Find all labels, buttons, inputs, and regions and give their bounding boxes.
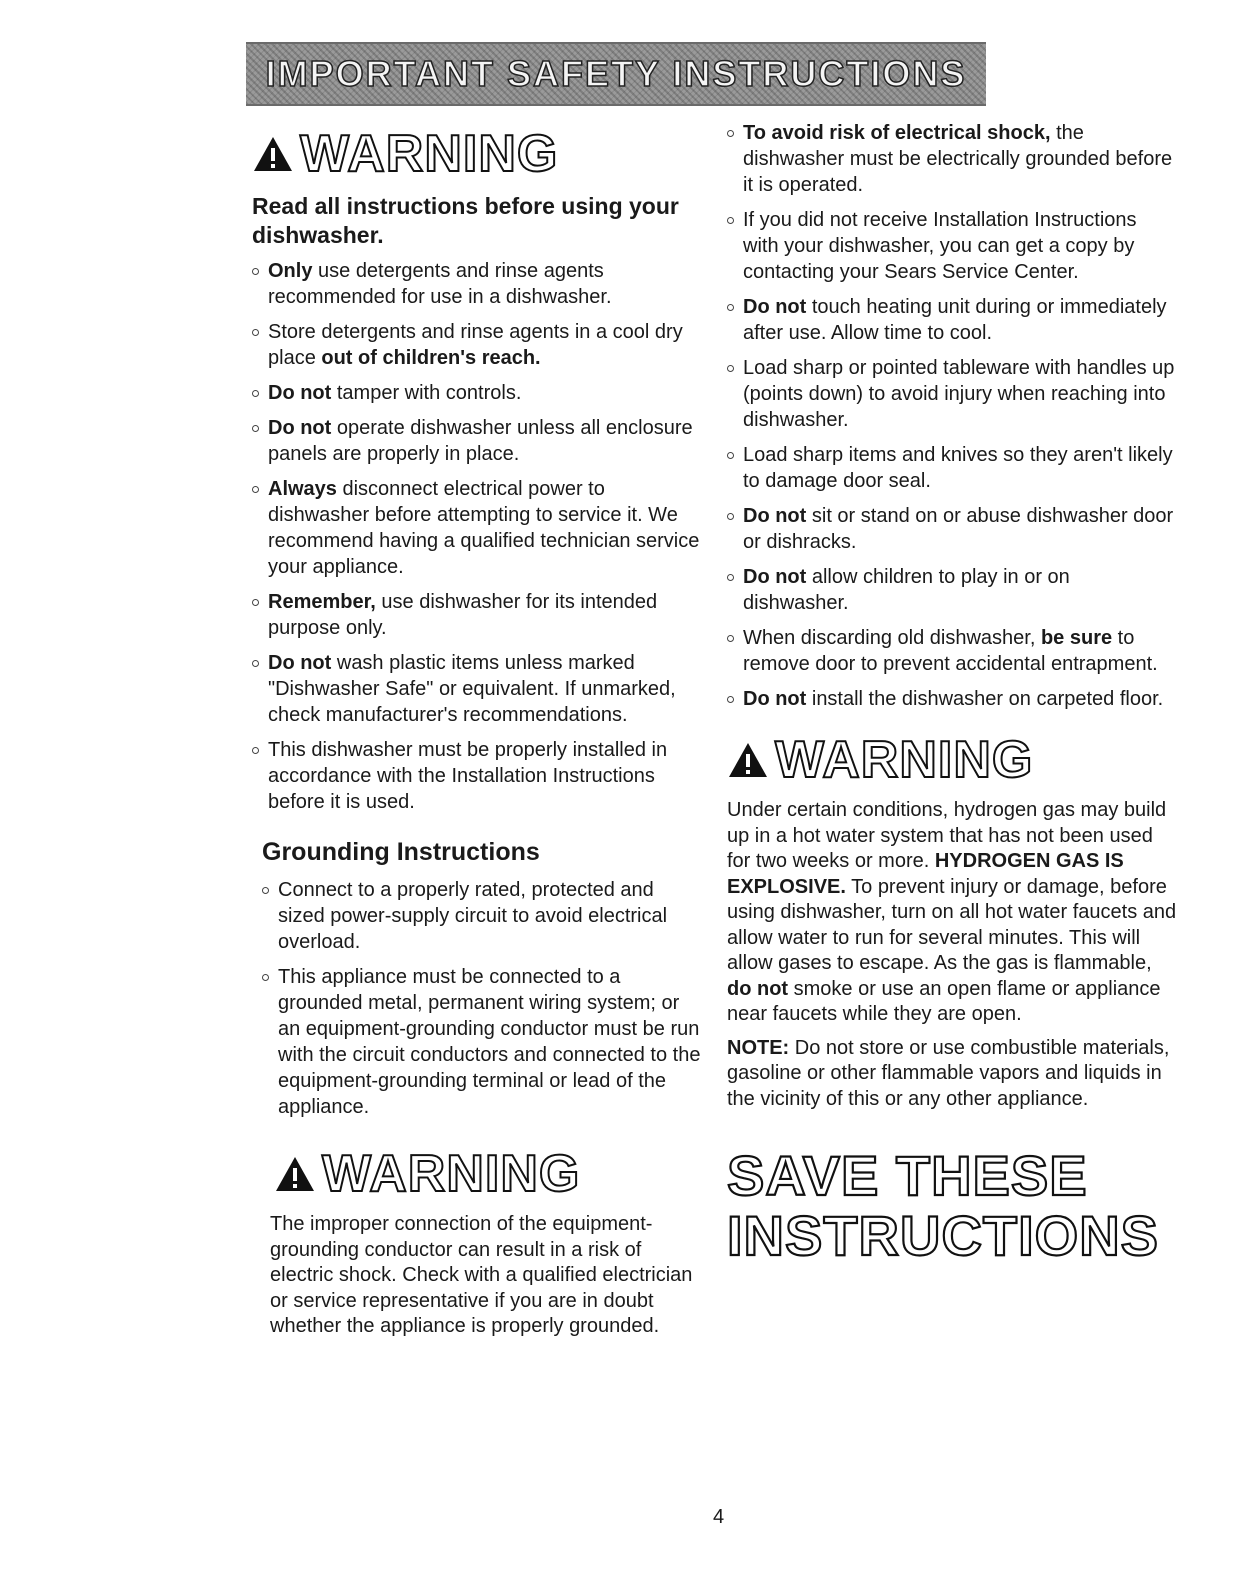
warning-triangle-icon (252, 135, 294, 173)
list-item: Do not tamper with controls. (252, 380, 702, 406)
list-item: Do not install the dishwasher on carpeted floor. (727, 686, 1177, 712)
right-column (727, 120, 1177, 1266)
warning-heading-3 (727, 731, 1177, 789)
save-line-1: SAVE THESE (727, 1144, 1088, 1207)
list-item: Do not allow children to play in or on dishwasher. (727, 564, 1177, 616)
hydrogen-warning-text: Under certain conditions, hydrogen gas may build up in a hot water system that has not been used for two weeks or more. HYDROGEN GAS IS EXPLOSIVE. To prevent injury or damage, before using dishwasher, turn on all hot water faucets and allow water to run for several minutes. This will allow gases to escape. As the gas is flammable, do not smoke or use an open flame or appliance near faucets while they are open. (727, 799, 1177, 1025)
read-instructions-heading: Read all instructions before using your dishwasher. (252, 193, 679, 248)
banner-title: IMPORTANT SAFETY INSTRUCTIONS (265, 53, 967, 94)
safety-list-right (727, 120, 1177, 712)
note-text: NOTE: Do not store or use combustible materials, gasoline or other flammable vapors and liquids in the vicinity of this or any other appliance. (727, 1036, 1170, 1110)
list-item: If you did not receive Installation Instructions with your dishwasher, you can get a copy by contacting your Sears Service Center. (727, 207, 1177, 285)
warning-triangle-icon (274, 1155, 316, 1193)
list-item: Do not operate dishwasher unless all enclosure panels are properly in place. (252, 415, 702, 467)
list-item: Only use detergents and rinse agents recommended for use in a dishwasher. (252, 258, 702, 310)
warning-label: WARNING (322, 1145, 581, 1203)
list-item: Do not wash plastic items unless marked "Dishwasher Safe" or equivalent. If unmarked, check manufacturer's recommendations. (252, 650, 702, 728)
list-item: Load sharp or pointed tableware with handles up (points down) to avoid injury when reaching into dishwasher. (727, 355, 1177, 433)
warning-label: WARNING (775, 731, 1034, 789)
list-item: Do not sit or stand on or abuse dishwasher door or dishracks. (727, 503, 1177, 555)
list-item: Always disconnect electrical power to dishwasher before attempting to service it. We recommend having a qualified technician service your appliance. (252, 476, 702, 580)
grounding-list (262, 877, 702, 1120)
safety-list-left (252, 258, 702, 815)
grounding-heading: Grounding Instructions (262, 838, 540, 866)
list-item: To avoid risk of electrical shock, the dishwasher must be electrically grounded before it is operated. (727, 120, 1177, 198)
page-number: 4 (713, 1506, 725, 1528)
list-item: When discarding old dishwasher, be sure to remove door to prevent accidental entrapment. (727, 625, 1177, 677)
list-item: This dishwasher must be properly installed in accordance with the Installation Instructions before it is used. (252, 737, 702, 815)
left-column (252, 125, 702, 1348)
warning-heading-2 (274, 1145, 702, 1203)
save-instructions-heading (727, 1146, 1177, 1266)
list-item: Store detergents and rinse agents in a cool dry place out of children's reach. (252, 319, 702, 371)
grounding-warning-text: The improper connection of the equipment-grounding conductor can result in a risk of electric shock. Check with a qualified electrician or service representative if you are in doubt whether the appliance is properly grounded. (270, 1213, 693, 1337)
list-item: This appliance must be connected to a grounded metal, permanent wiring system; or an equipment-grounding conductor must be run with the circuit conductors and connected to the equipment-grounding terminal or lead of the appliance. (262, 964, 702, 1120)
save-line-2: INSTRUCTIONS (727, 1204, 1159, 1267)
warning-heading-1 (252, 125, 702, 183)
list-item: Connect to a properly rated, protected and sized power-supply circuit to avoid electrical overload. (262, 877, 702, 955)
list-item: Load sharp items and knives so they aren't likely to damage door seal. (727, 442, 1177, 494)
warning-label: WARNING (300, 125, 559, 183)
list-item: Do not touch heating unit during or immediately after use. Allow time to cool. (727, 294, 1177, 346)
list-item: Remember, use dishwasher for its intended purpose only. (252, 589, 702, 641)
warning-triangle-icon (727, 741, 769, 779)
header-banner (246, 42, 986, 106)
